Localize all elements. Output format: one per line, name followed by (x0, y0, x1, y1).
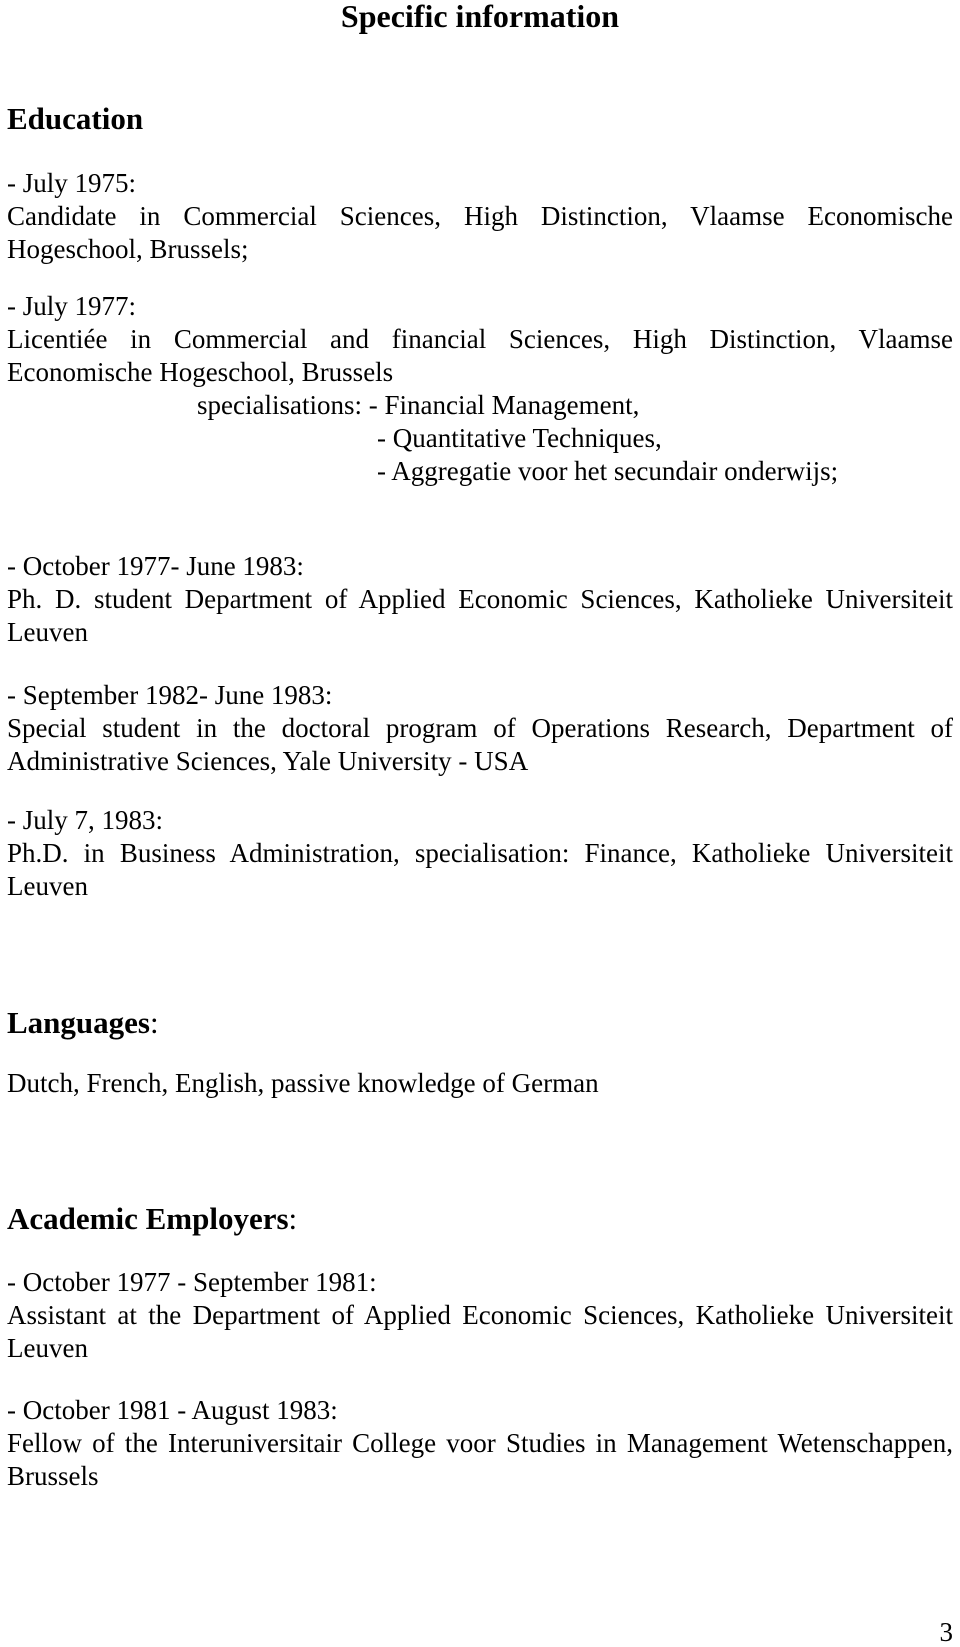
text-line: Leuven (7, 871, 88, 901)
text-line: Hogeschool, Brussels; (7, 234, 249, 264)
education-entry-phd-degree (7, 804, 953, 903)
entry-date: - October 1977- June 1983: (7, 551, 304, 581)
heading-text: Languages (7, 1005, 150, 1040)
education-entry-1975 (7, 167, 953, 266)
text-line: Special student in the doctoral program of Operations Research, Department of (7, 713, 953, 743)
languages-text: Dutch, French, English, passive knowledge of German (7, 1068, 599, 1098)
section-heading-academic-employers (7, 1200, 953, 1237)
heading-colon: : (149, 1005, 159, 1040)
specialisation-line: - Aggregatie voor het secundair onderwijs; (377, 456, 839, 486)
entry-date: - October 1981 - August 1983: (7, 1395, 338, 1425)
education-entry-1977 (7, 290, 953, 488)
text-line: Ph.D. in Business Administration, specialisation: Finance, Katholieke Universiteit (7, 838, 953, 868)
text-line: Brussels (7, 1461, 99, 1491)
entry-date: - July 1975: (7, 168, 137, 198)
text-line: Licentiée in Commercial and financial Sciences, High Distinction, Vlaamse (7, 324, 953, 354)
entry-date: - October 1977 - September 1981: (7, 1267, 377, 1297)
text-line: Leuven (7, 617, 88, 647)
text-line: Administrative Sciences, Yale University - USA (7, 746, 529, 776)
text-line: Fellow of the Interuniversitair College voor Studies in Management Wetenschappen, (7, 1428, 953, 1458)
employer-entry-fellow (7, 1394, 953, 1493)
entry-date: - September 1982- June 1983: (7, 680, 333, 710)
text-line: Leuven (7, 1333, 88, 1363)
text-line: Assistant at the Department of Applied Economic Sciences, Katholieke Universiteit (7, 1300, 953, 1330)
specialisation-line: specialisations: - Financial Management, (197, 390, 640, 420)
education-entry-phd-student (7, 550, 953, 649)
heading-colon: : (288, 1201, 298, 1236)
text-line: Candidate in Commercial Sciences, High Distinction, Vlaamse Economische (7, 201, 953, 231)
heading-text: Academic Employers (7, 1201, 289, 1236)
text-line: Ph. D. student Department of Applied Economic Sciences, Katholieke Universiteit (7, 584, 953, 614)
education-entry-yale (7, 679, 953, 778)
page-number: 3 (939, 1617, 953, 1647)
specialisation-line: - Quantitative Techniques, (377, 423, 662, 453)
entry-date: - July 7, 1983: (7, 805, 164, 835)
section-heading-education: Education (7, 101, 144, 136)
text-line: Economische Hogeschool, Brussels (7, 357, 394, 387)
entry-date: - July 1977: (7, 291, 137, 321)
employer-entry-assistant (7, 1266, 953, 1365)
page-title: Specific information (340, 0, 620, 34)
section-heading-languages (7, 1004, 953, 1041)
